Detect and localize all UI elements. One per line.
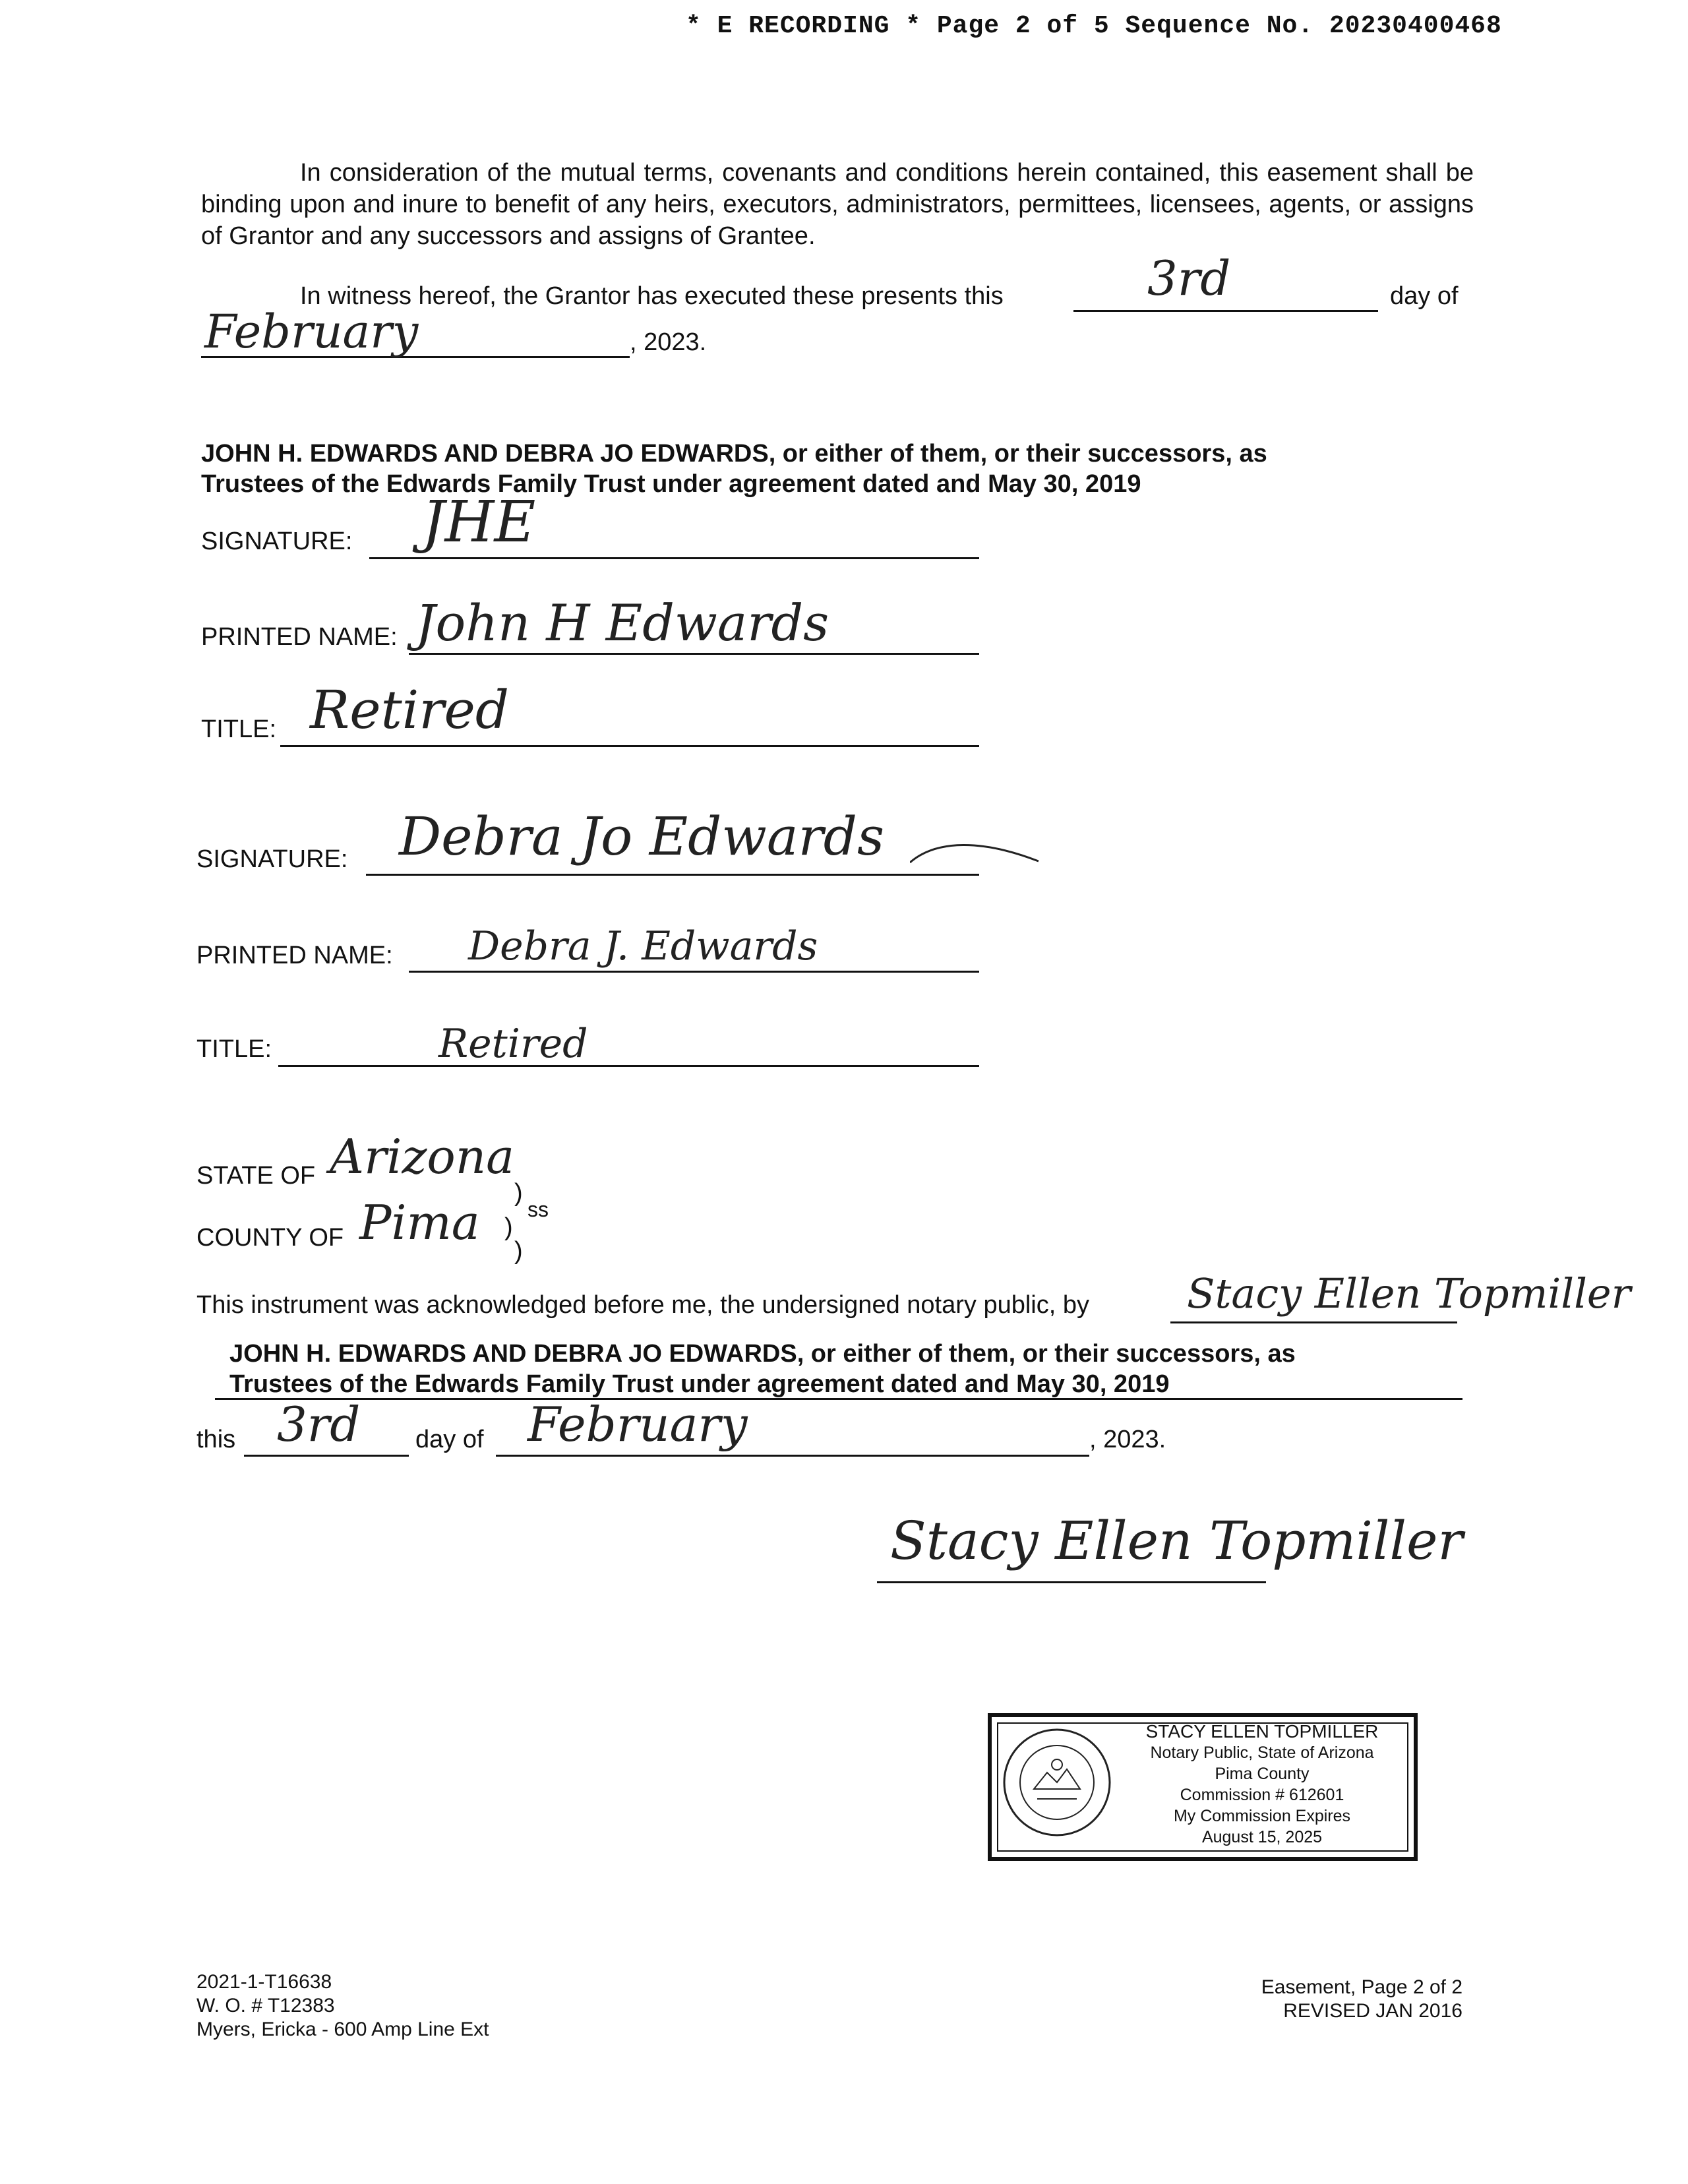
debra-signature-handwritten: Debra Jo Edwards bbox=[399, 806, 885, 867]
state-label: STATE OF bbox=[196, 1162, 316, 1190]
debra-printed-name-label: PRINTED NAME: bbox=[196, 942, 393, 969]
john-title-label: TITLE: bbox=[201, 715, 277, 743]
month-line bbox=[496, 1455, 1089, 1457]
footer-page: Easement, Page 2 of 2 bbox=[1261, 1976, 1462, 1998]
debra-title-handwritten: Retired bbox=[438, 1021, 588, 1067]
witness-year: , 2023. bbox=[630, 328, 707, 356]
state-paren: ) bbox=[514, 1179, 523, 1207]
john-signature-label: SIGNATURE: bbox=[201, 528, 353, 555]
this-label: this bbox=[196, 1426, 236, 1453]
county-paren-2: ) bbox=[514, 1237, 523, 1265]
witness-day-handwritten: 3rd bbox=[1147, 251, 1231, 306]
notary-signature-line bbox=[877, 1581, 1266, 1583]
footer-project: Myers, Ericka - 600 Amp Line Ext bbox=[196, 2018, 489, 2040]
state-seal-icon bbox=[1001, 1726, 1113, 1838]
county-handwritten: Pima bbox=[359, 1195, 480, 1250]
seal-commission: Commission # 612601 bbox=[1180, 1786, 1344, 1804]
john-signature-handwritten: JHE bbox=[422, 489, 536, 555]
ss-label: ss bbox=[528, 1198, 549, 1221]
seal-county: Pima County bbox=[1215, 1765, 1310, 1783]
ack-name-line bbox=[1170, 1321, 1457, 1323]
ack-prefix: This instrument was acknowledged before me, the undersigned notary public, by bbox=[196, 1291, 1089, 1319]
witness-prefix: In witness hereof, the Grantor has executed these presents this bbox=[300, 282, 1004, 310]
county-paren-1: ) bbox=[504, 1213, 513, 1241]
witness-month-handwritten: February bbox=[204, 305, 419, 359]
john-title-line bbox=[280, 745, 979, 747]
day-of-label: day of bbox=[415, 1426, 484, 1453]
witness-day-line bbox=[1073, 310, 1378, 312]
debra-signature-label: SIGNATURE: bbox=[196, 845, 348, 873]
witness-day-of: day of bbox=[1390, 282, 1459, 310]
year-label: , 2023. bbox=[1089, 1426, 1166, 1453]
debra-title-label: TITLE: bbox=[196, 1035, 272, 1063]
seal-title: Notary Public, State of Arizona bbox=[1150, 1744, 1374, 1762]
notary-names-underline bbox=[215, 1398, 1462, 1400]
consideration-paragraph: In consideration of the mutual terms, covenants and conditions herein contained, this easement shall be binding upon and inure to benefit of any heirs, executors, administrators, permittees, licensees, agents, or assigns of Grantor and any successors and assigns of Grantee. bbox=[201, 159, 1474, 250]
day-handwritten: 3rd bbox=[277, 1397, 361, 1452]
john-signature-line bbox=[369, 557, 979, 559]
grantor-names-line2: Trustees of the Edwards Family Trust under agreement dated and May 30, 2019 bbox=[201, 470, 1141, 498]
day-line bbox=[244, 1455, 409, 1457]
recording-header: * E RECORDING * Page 2 of 5 Sequence No. 20230400468 bbox=[686, 12, 1502, 40]
notary-seal-stamp bbox=[988, 1713, 1418, 1861]
month-handwritten: February bbox=[528, 1397, 748, 1452]
seal-name: STACY ELLEN TOPMILLER bbox=[1145, 1721, 1379, 1742]
county-label: COUNTY OF bbox=[196, 1224, 344, 1252]
john-title-handwritten: Retired bbox=[310, 679, 510, 741]
john-printed-name-label: PRINTED NAME: bbox=[201, 623, 398, 651]
debra-printed-name-line bbox=[409, 971, 979, 973]
john-printed-name-handwritten: John H Edwards bbox=[415, 593, 829, 652]
seal-expires-date: August 15, 2025 bbox=[1201, 1828, 1323, 1846]
seal-expires-label: My Commission Expires bbox=[1173, 1807, 1351, 1825]
grantor-names-line1: JOHN H. EDWARDS AND DEBRA JO EDWARDS, or either of them, or their successors, as bbox=[201, 440, 1267, 468]
debra-printed-name-handwritten: Debra J. Edwards bbox=[468, 923, 818, 969]
state-handwritten: Arizona bbox=[330, 1129, 515, 1184]
notary-signature-handwritten: Stacy Ellen Topmiller bbox=[890, 1510, 1463, 1571]
notary-names-line2: Trustees of the Edwards Family Trust under agreement dated and May 30, 2019 bbox=[229, 1370, 1170, 1398]
debra-title-line bbox=[278, 1065, 979, 1067]
footer-work-order: W. O. # T12383 bbox=[196, 1995, 335, 2017]
notary-names-line1: JOHN H. EDWARDS AND DEBRA JO EDWARDS, or either of them, or their successors, as bbox=[229, 1340, 1296, 1368]
debra-signature-line bbox=[366, 874, 979, 876]
footer-revised: REVISED JAN 2016 bbox=[1283, 2000, 1462, 2022]
footer-ref: 2021-1-T16638 bbox=[196, 1971, 332, 1993]
ack-name-handwritten: Stacy Ellen Topmiller bbox=[1187, 1269, 1631, 1318]
debra-signature-flourish bbox=[910, 836, 1042, 869]
john-printed-name-line bbox=[409, 653, 979, 655]
